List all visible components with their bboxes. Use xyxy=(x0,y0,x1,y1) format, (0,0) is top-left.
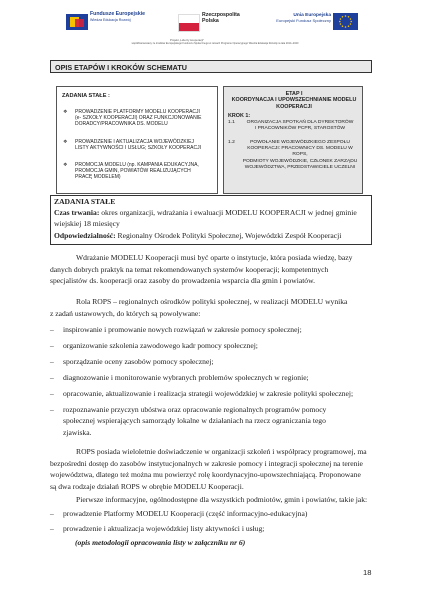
fundusze-europejskie-logo xyxy=(66,14,88,30)
step-label: KROK 1: xyxy=(228,113,251,119)
project-name: Projekt „Liderzy kooperacji” xyxy=(170,38,204,42)
cofinancing-note: współfinansowany ze środków Europejskiego Funduszu Społecznego w ramach Programu Operacyjnego Wiedza Edukacja Rozwój na lata 2014–2020 xyxy=(131,42,299,45)
diamond-bullet-icon: ❖ xyxy=(63,109,68,115)
rzeczpospolita-label: Rzeczpospolita Polska xyxy=(202,12,240,24)
duration-line-cont: wiejskiej 18 miesięcy xyxy=(54,219,120,228)
paragraph-3: ROPS posiada wieloletnie doświadczenie w organizacji szkoleń i współpracy programowej, ma bezpośredni dostęp do zasobów instytucjonalnych w zakresie pomocy i integracji społecznej na terenie województwa, dlatego też można mu powierzyć rolę koordynacyjno-upowszechniającą. Proponowane są dwa rodzaje działań ROPS w obrębie MODELU Kooperacji. xyxy=(50,447,367,491)
paragraph-4: Pierwsze informacyjne, ogólnodostępne dla wszystkich podmiotów, gmin i powiatów, takie jak: xyxy=(76,495,368,504)
page-number: 18 xyxy=(363,568,372,577)
paragraph-1: Wdrażanie MODELU Kooperacji musi być oparte o instytucje, która posiada wiedzę, bazy danych dobrych praktyk na temat rekomendowanych systemów kooperacji; kompetentnych specjalistów ds. kooperacji oraz zasoby do prowadzenia wsparcia dla gmin i powiatów. xyxy=(50,253,353,286)
stage-header: ETAP I KOORDYNACJA I UPOWSZECHNIANIE MODELU KOOPERACJI xyxy=(231,91,357,110)
schema-left-header: ZADANIA STAŁE : xyxy=(62,93,110,99)
paragraph-2: Rola ROPS – regionalnych ośrodków polityki społecznej, w realizacji MODELU wynika z zadań ustawowych, do których są powoływane: xyxy=(50,297,348,318)
info-box-header: ZADANIA STAŁE xyxy=(54,197,116,206)
schema-stage-1-box: ETAP I KOORDYNACJA I UPOWSZECHNIANIE MODELU KOOPERACJI KROK 1: 1.1 ORGANIZACJA SPOTKAŃ DLA DYREKTORÓW I PRACOWNIKÓW PCPR, STAROSTÓW 1.2 POWOŁANIE WOJEWÓDZKIEGO ZESPOŁU KOOPERACJI: PRACOWNICY DS. MODELU W ROPS, PODMIOTY WOJEWÓDZKIE, CZŁONEK ZARZĄDU WOJEWÓDZTWA, PRZEDSTAWICIELE UCZELNI xyxy=(223,86,363,194)
schema-standing-tasks-box: ZADANIA STAŁE : ❖ PROWADZENIE PLATFORMY MODELU KOOPERACJI (e- SZKOŁY KOOPERACJI) ORAZ FUNKCJONOWANIE DORADCY/PRACOWNIKA DS. MODELU ❖ PROWADZENIE I AKTUALIZACJA WOJEWÓDZKIEJ LISTY AKTYWNOŚCI I USŁUG; SZKOŁY KOOPERACJI ❖ PROMOCJA MODELU (np. KAMPANIA EDUKACYJNA, PROMOCJA GMIN, POWIATÓW REALIZUJĄCYCH PRACĘ MODELEM) xyxy=(56,86,218,194)
diamond-bullet-icon: ❖ xyxy=(63,139,68,145)
eu-flag-icon xyxy=(333,13,358,30)
eu-label: Unia Europejska Europejski Fundusz Społeczny xyxy=(276,13,331,24)
responsibility-line: Odpowiedzialność: Regionalny Ośrodek Polityki Społecznej, Wojewódzki Zespół Kooperacji xyxy=(54,231,342,240)
polish-flag-icon xyxy=(178,14,200,32)
appendix-note: (opis metodologii opracowania listy w załączniku nr 6) xyxy=(75,538,246,547)
fundusze-europejskie-label: Fundusze Europejskie Wiedza Edukacja Rozwój xyxy=(90,11,146,22)
header-logos xyxy=(66,12,366,34)
section-title: OPIS ETAPÓW I KROKÓW SCHEMATU xyxy=(50,60,372,73)
standing-tasks-info-box xyxy=(50,195,372,245)
diamond-bullet-icon: ❖ xyxy=(63,162,68,168)
duration-line: Czas trwania: okres organizacji, wdrażania i ewaluacji MODELU KOOPERACJI w jednej gminie xyxy=(54,208,357,217)
